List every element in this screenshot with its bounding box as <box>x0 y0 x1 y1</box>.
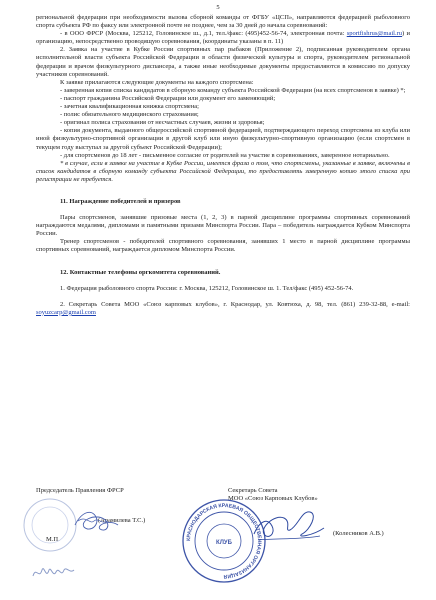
paragraph-frsr-end: ) и организацию, непосредственно проводящую соревнования, (координаты указаны в п. 11) <box>36 30 410 46</box>
paragraph-awards-pairs: Пары спортсменов, занявшие призовые места (1, 2, 3) в парной дисциплине программы спортивных соревнований награждаются медалями, дипломами и памятными призами Минспорта России. Пара – победитель награждается Кубком Минспорта России. <box>36 214 410 238</box>
list-item: - заверенная копия списка кандидатов в сборную команду субъекта Российской Федерации (на всех спортсменов в заявке) *; <box>60 86 406 94</box>
document-body <box>36 14 410 317</box>
page-number: 5 <box>216 4 220 11</box>
list-item: - полис обязательного медицинского страхования; <box>60 111 199 119</box>
footnote: * в случае, если в заявке на участие в Кубке России, имеется фраза о том, что спортсмены, указанные в заявке, включены в список кандидатов в сборную команду субъекта Российской Федерации, то предоставлять заверенную копию этого списка при регистрации не требуется. <box>36 159 410 183</box>
signatory-right-name: (Колесников А.В.) <box>333 530 384 537</box>
handwritten-initials <box>30 558 80 586</box>
signatory-right-title: Секретарь Совета <box>228 487 278 494</box>
right-signature <box>250 500 330 550</box>
secretary-email-link[interactable]: soyuzcarp@gmail.com <box>36 308 96 316</box>
contact-frsr: 1. Федерация рыболовного спорта России: г. Москва, 125212, Головинское ш. 1. Тел/факс (495) 452-56-74. <box>60 284 354 292</box>
frsr-email-link[interactable]: sportfishrus@mail.ru <box>346 30 403 38</box>
paragraph-documents: К заявке прилагаются следующие документы на каждого спортсмена: <box>60 78 254 86</box>
paragraph-awards-coach: Тренер спортсменов - победителей спортивного соревнования, занявших 1 место в парной дисциплине программы спортивных соревнований, награждается дипломом Минспорта России. <box>36 238 410 254</box>
paragraph-intro: региональной федерации при необходимости вызова сборной команды от ФГБУ «ЦСП», направляются федерацией рыболовного спорта субъекта РФ по факсу или электронной почте не позднее, чем за 30 дней до начала соревнований: <box>36 14 410 30</box>
list-item: - копия документа, выданного общероссийской спортивной федерацией, подтверждающего переход спортсмена из клуба или иной физкультурно-спортивной организации в другой клуб или иную физкультурно-спортивную организацию (если спортсмен в текущем году выступал за другой субъект Российской Федерации); <box>36 127 410 151</box>
contact-secretary-text: 2. Секретарь Совета МОО «Союз карповых клубов», г. Краснодар, ул. Ковтюха, д. 98, тел. (861) 239-32-88, e-mail: <box>60 300 410 308</box>
seal-place-label: М.П. <box>46 536 60 543</box>
signatory-left-title: Председатель Правления ФРСР <box>36 487 124 494</box>
list-item: - оригинал полиса страхования от несчастных случаев, жизни и здоровья; <box>60 119 265 127</box>
contact-secretary <box>36 301 410 317</box>
list-item: - зачетная квалификационная книжка спортсмена; <box>60 103 199 111</box>
paragraph-application: 2. Заявка на участие в Кубке России спортивных пар рыбаков (Приложение 2), подписанная руководителем органа исполнительной власти субъекта Российской Федерации в области физической культуры и спорта, руководителем региональной федерации и врачом физкультурного диспансера, а также иные необходимые документы предоставляются в комиссию по допуску участников соревнований. <box>36 46 410 78</box>
list-item: - для спортсменов до 18 лет - письменное согласие от родителей на участие в соревнованиях, заверенное нотариально. <box>60 151 390 159</box>
signatory-right-org: МОО «Союз Карповых Клубов» <box>228 495 318 502</box>
section-heading-contacts: 12. Контактные телефоны оргкомитета соревнований. <box>60 268 221 276</box>
stamp-ring-text: КРАСНОДАРСКАЯ КРАЕВАЯ ОБЩЕСТВЕННАЯ ОРГАНИЗАЦИЯ <box>185 502 263 580</box>
section-heading-awards: 11. Награждение победителей и призеров <box>60 197 181 205</box>
paragraph-frsr <box>36 30 410 46</box>
signatory-left-name: (Арамилева Т.С.) <box>98 517 146 524</box>
stamp-center-text: КЛУБ <box>216 540 232 546</box>
paragraph-frsr-text: - в ООО ФРСР (Москва, 125212, Головинское ш., д.1, тел./факс: (495)452-56-74, электронная почта: <box>60 30 345 38</box>
list-item: - паспорт гражданина Российской Федерации или документ его заменяющий; <box>60 94 276 102</box>
left-seal-graphic <box>20 495 140 555</box>
